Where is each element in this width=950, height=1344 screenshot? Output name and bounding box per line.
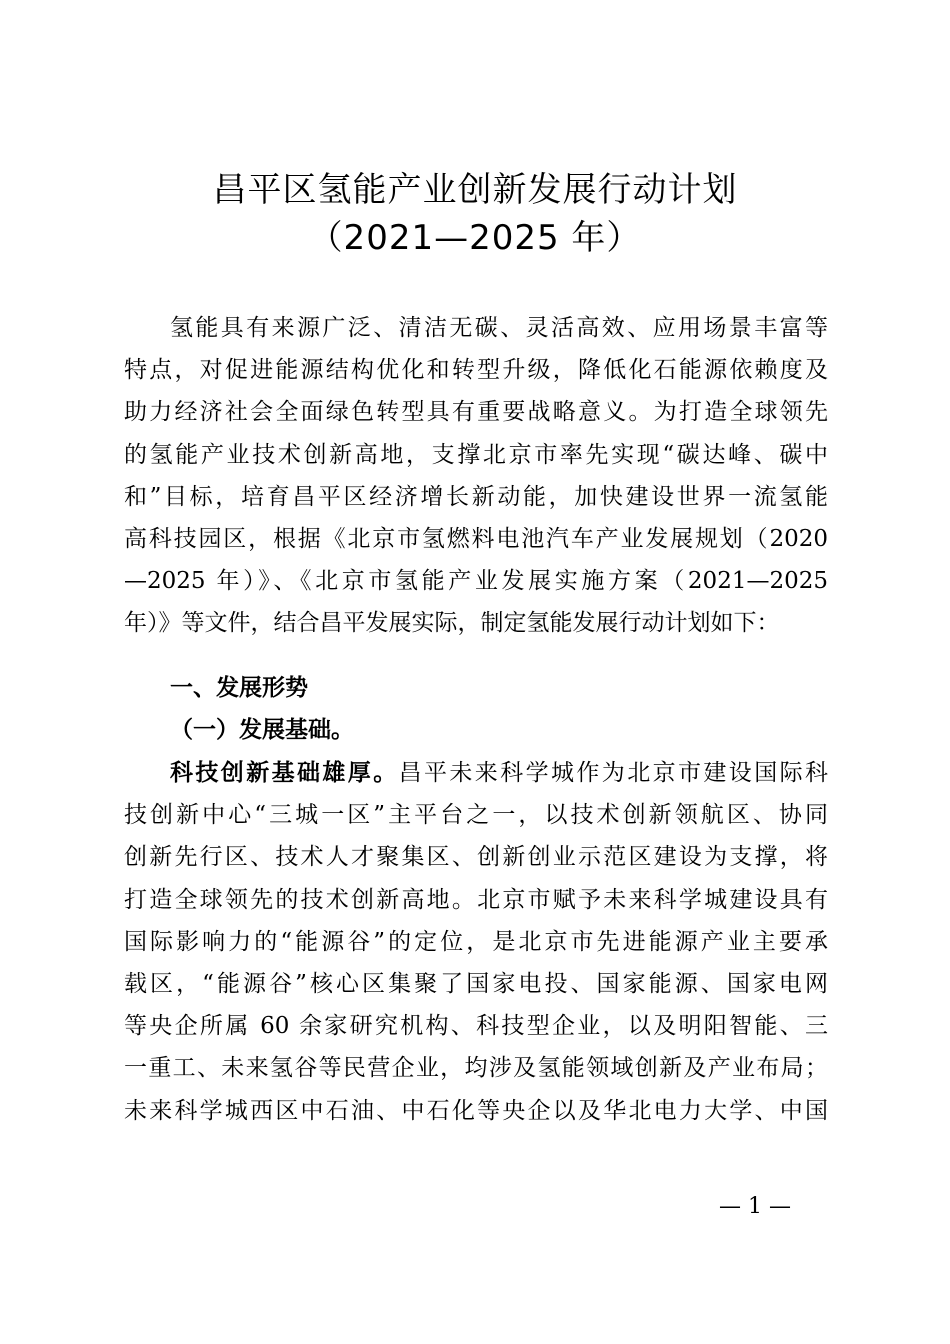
paragraph-lead-phrase: 科技创新基础雄厚。 xyxy=(170,760,399,786)
paragraph-line: 高科技园区，根据《北京市氢燃料电池汽车产业发展规划（2020 xyxy=(124,525,828,552)
paragraph-first-line-text: 昌平未来科学城作为北京市建设国际科 xyxy=(398,760,828,786)
document-title: 昌平区氢能产业创新发展行动计划 xyxy=(212,170,738,210)
paragraph-first-line xyxy=(124,752,828,794)
paragraph-line: —2025 年）》、《北京市氢能产业发展实施方案（2021—2025 xyxy=(124,568,828,595)
paragraph-line: 氢能具有来源广泛、清洁无碳、灵活高效、应用场景丰富等 xyxy=(170,315,828,341)
subsection-heading: （一）发展基础。 xyxy=(170,716,354,743)
paragraph-line: 和”目标，培育昌平区经济增长新动能，加快建设世界一流氢能 xyxy=(124,483,828,510)
paragraph-line: 助力经济社会全面绿色转型具有重要战略意义。为打造全球领先 xyxy=(124,399,828,426)
page-number: — 1 — xyxy=(719,1194,791,1219)
paragraph-line: 国际影响力的“能源谷”的定位，是北京市先进能源产业主要承 xyxy=(124,928,828,955)
section-heading: 一、发展形势 xyxy=(170,675,308,701)
paragraph-line: 特点，对促进能源结构优化和转型升级，降低化石能源依赖度及 xyxy=(124,357,828,384)
foundation-paragraph xyxy=(124,752,828,1132)
paragraph-line: 打造全球领先的技术创新高地。北京市赋予未来科学城建设具有 xyxy=(124,886,828,913)
intro-paragraph xyxy=(124,307,828,645)
paragraph-line: 等央企所属 60 余家研究机构、科技型企业，以及明阳智能、三 xyxy=(124,1013,828,1040)
paragraph-line: 载区，“能源谷”核心区集聚了国家电投、国家能源、国家电网 xyxy=(124,970,828,997)
paragraph-line: 未来科学城西区中石油、中石化等央企以及华北电力大学、中国 xyxy=(124,1097,828,1124)
document-subtitle: （2021—2025 年） xyxy=(308,218,642,258)
paragraph-line: 的氢能产业技术创新高地，支撑北京市率先实现“碳达峰、碳中 xyxy=(124,441,828,468)
paragraph-line: 一重工、未来氢谷等民营企业，均涉及氢能领域创新及产业布局； xyxy=(124,1055,828,1082)
paragraph-line: 创新先行区、技术人才聚集区、创新创业示范区建设为支撑，将 xyxy=(124,844,828,871)
paragraph-line: 年）》等文件，结合昌平发展实际，制定氢能发展行动计划如下： xyxy=(124,610,780,637)
paragraph-line: 技创新中心“三城一区”主平台之一，以技术创新领航区、协同 xyxy=(124,802,828,829)
